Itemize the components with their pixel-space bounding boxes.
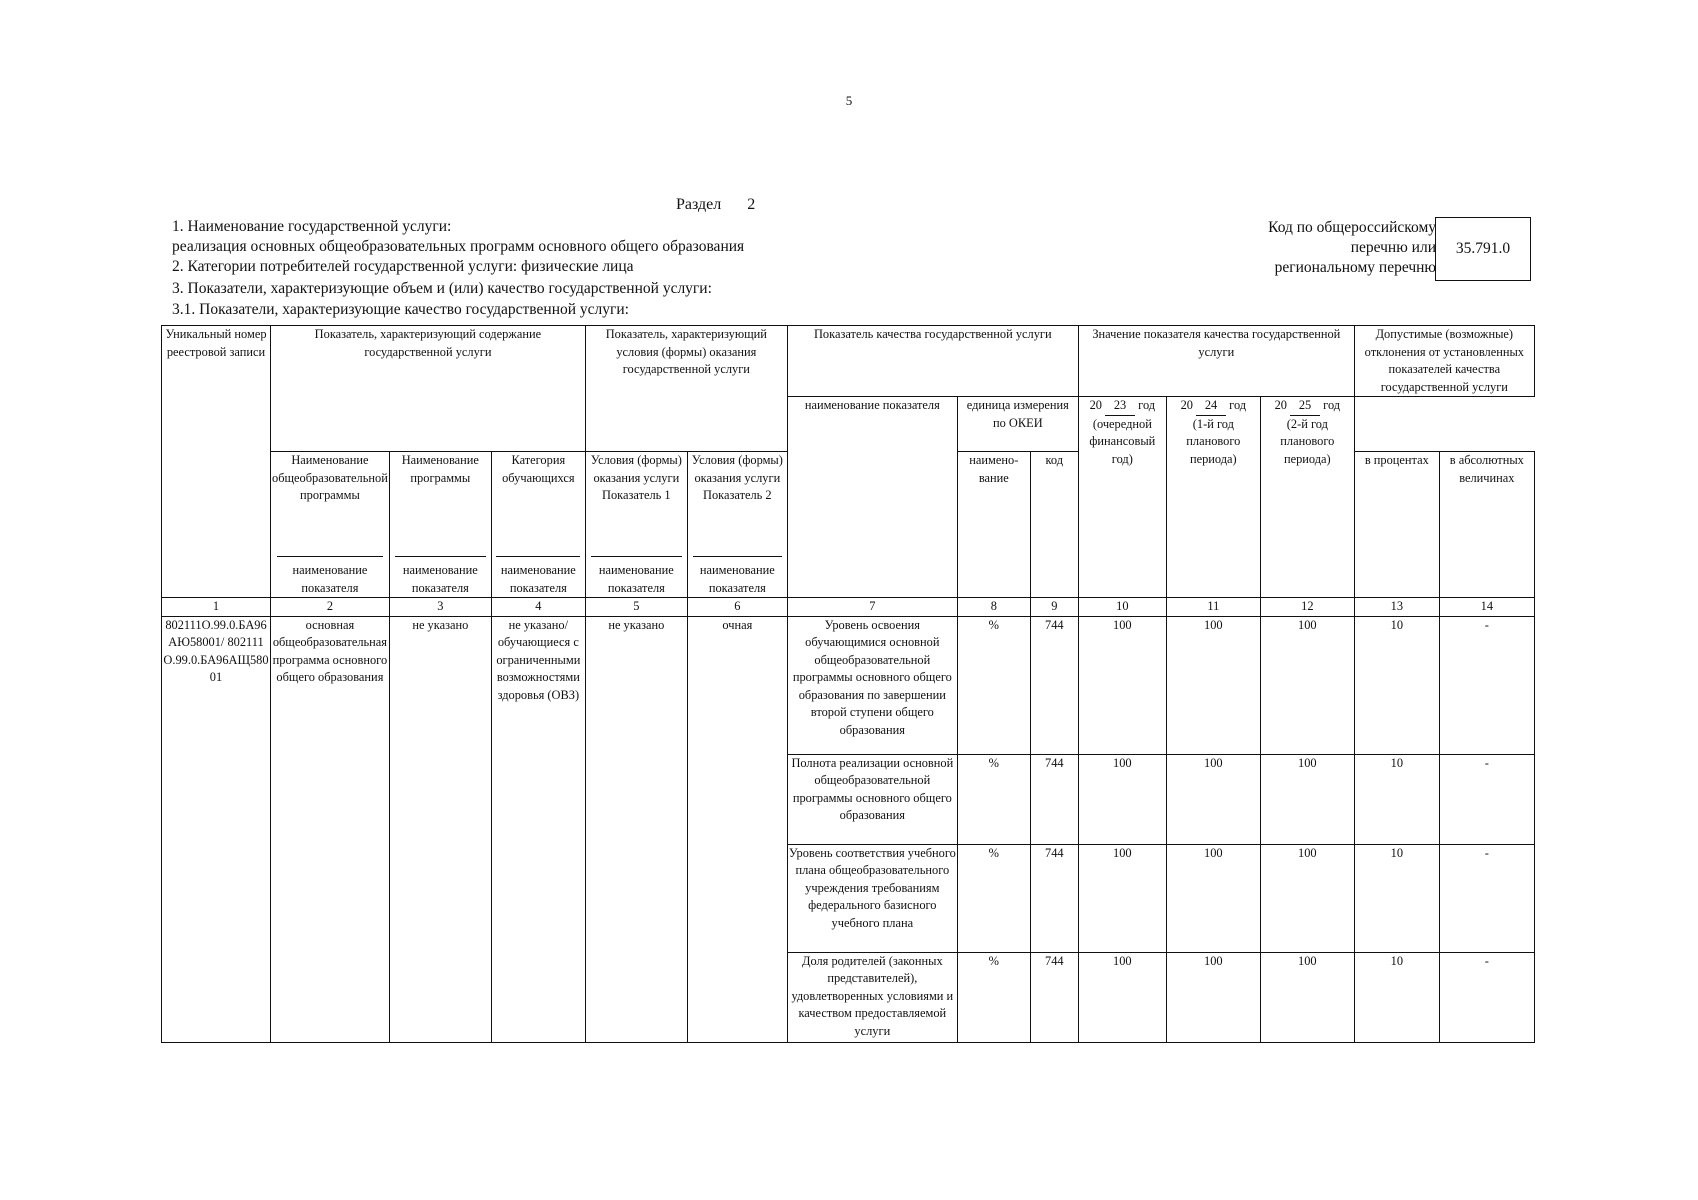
record-c2: основная общеобразовательная программа основного общего образования [271,616,390,1042]
consumer-categories: 2. Категории потребителей государственной услуги: физические лица [172,258,634,275]
header-unit-code: код [1030,452,1078,598]
header-quality-values: Значение показателя качества государственной услуги [1078,326,1354,397]
name-label: наименование показателя [500,563,576,595]
record-c4: не указано/ обучающиеся с ограниченными возможностями здоровья (ОВЗ) [491,616,585,1042]
name-label: наименование показателя [402,563,478,595]
unit: % [957,616,1030,754]
unit-code: 744 [1030,616,1078,754]
header-c6: Условия (формы) оказания услуги Показатель 2 [687,452,787,545]
deviation-absolute: - [1439,754,1534,844]
deviation-percent: 10 [1354,952,1439,1042]
header-c3: Наименование программы [389,452,491,545]
name-label: наименование показателя [598,563,674,595]
header-c2: Наименование общеобразовательной программы [271,452,390,545]
unit-code: 744 [1030,754,1078,844]
unit-code: 744 [1030,952,1078,1042]
section-title [676,196,755,214]
indicators-heading: 3. Показатели, характеризующие объем и (или) качество государственной услуги: [172,280,712,297]
header-c5: Условия (формы) оказания услуги Показатель 1 [585,452,687,545]
deviation-absolute: - [1439,616,1534,754]
unique-record-number: 802111О.99.0.БА96АЮ58001/ 802111О.99.0.БА96АЩ58001 [162,616,271,1042]
indicator-name: Полнота реализации основной общеобразовательной программы основного общего образования [787,754,957,844]
record-c3: не указано [389,616,491,1042]
unit: % [957,754,1030,844]
quality-indicators-heading: 3.1. Показатели, характеризующие качество государственной услуги: [172,301,629,318]
deviation-absolute: - [1439,952,1534,1042]
column-numbers-row: 1 2 3 4 5 6 7 8 9 10 11 12 13 14 [162,598,1535,617]
header-content-indicator: Показатель, характеризующий содержание государственной услуги [271,326,586,452]
header-year-3: 20 25 год (2-й год планового периода) [1260,397,1354,598]
header-unit: единица измерения по ОКЕИ [957,397,1078,452]
section-label: Раздел [676,196,722,213]
indicator-name: Уровень освоения обучающимися основной общеобразовательной программы основного общего образования по завершении второй ступени общего образования [787,616,957,754]
record-c5: не указано [585,616,687,1042]
value-year-2: 100 [1166,844,1260,952]
indicator-name: Уровень соответствия учебного плана общеобразовательного учреждения требованиям федерального базисного учебного плана [787,844,957,952]
value-year-3: 100 [1260,616,1354,754]
header-c4: Категория обучающихся [491,452,585,545]
section-number: 2 [747,196,756,213]
service-name-label: 1. Наименование государственной услуги: [172,218,452,235]
code-value: 35.791.0 [1455,240,1511,257]
service-name: реализация основных общеобразовательных программ основного общего образования [172,238,745,255]
indicator-name: Доля родителей (законных представителей), удовлетворенных условиями и качеством предоставляемой услуги [787,952,957,1042]
table-row [162,616,1535,754]
deviation-percent: 10 [1354,754,1439,844]
value-year-1: 100 [1078,844,1166,952]
unit-code: 744 [1030,844,1078,952]
header-conditions-indicator: Показатель, характеризующий условия (формы) оказания государственной услуги [585,326,787,452]
deviation-percent: 10 [1354,616,1439,754]
quality-indicators-table [161,325,1535,1043]
unit: % [957,952,1030,1042]
name-label: наименование показателя [292,563,368,595]
header-deviations: Допустимые (возможные) отклонения от установленных показателей качества государственной услуги [1354,326,1534,397]
name-label: наименование показателя [699,563,775,595]
value-year-1: 100 [1078,952,1166,1042]
page-number: 5 [845,93,853,108]
header-percent: в процентах [1354,452,1439,598]
header-absolute: в абсолютных величинах [1439,452,1534,598]
deviation-percent: 10 [1354,844,1439,952]
header-unit-name: наимено-вание [957,452,1030,598]
value-year-1: 100 [1078,754,1166,844]
value-year-1: 100 [1078,616,1166,754]
code-label: Код по общероссийскому перечню или региональному перечню [1268,219,1436,276]
value-year-3: 100 [1260,952,1354,1042]
record-c6: очная [687,616,787,1042]
header-indicator-name: наименование показателя [787,397,957,598]
value-year-2: 100 [1166,952,1260,1042]
value-year-3: 100 [1260,754,1354,844]
header-quality-indicator: Показатель качества государственной услуги [787,326,1078,397]
header-year-2: 20 24 год (1-й год планового периода) [1166,397,1260,598]
value-year-2: 100 [1166,754,1260,844]
code-value-box [1435,217,1531,281]
unit: % [957,844,1030,952]
header-year-1: 20 23 год (очередной финансовый год) [1078,397,1166,598]
value-year-3: 100 [1260,844,1354,952]
value-year-2: 100 [1166,616,1260,754]
header-unique-number: Уникальный номер реестровой записи [162,326,271,598]
deviation-absolute: - [1439,844,1534,952]
